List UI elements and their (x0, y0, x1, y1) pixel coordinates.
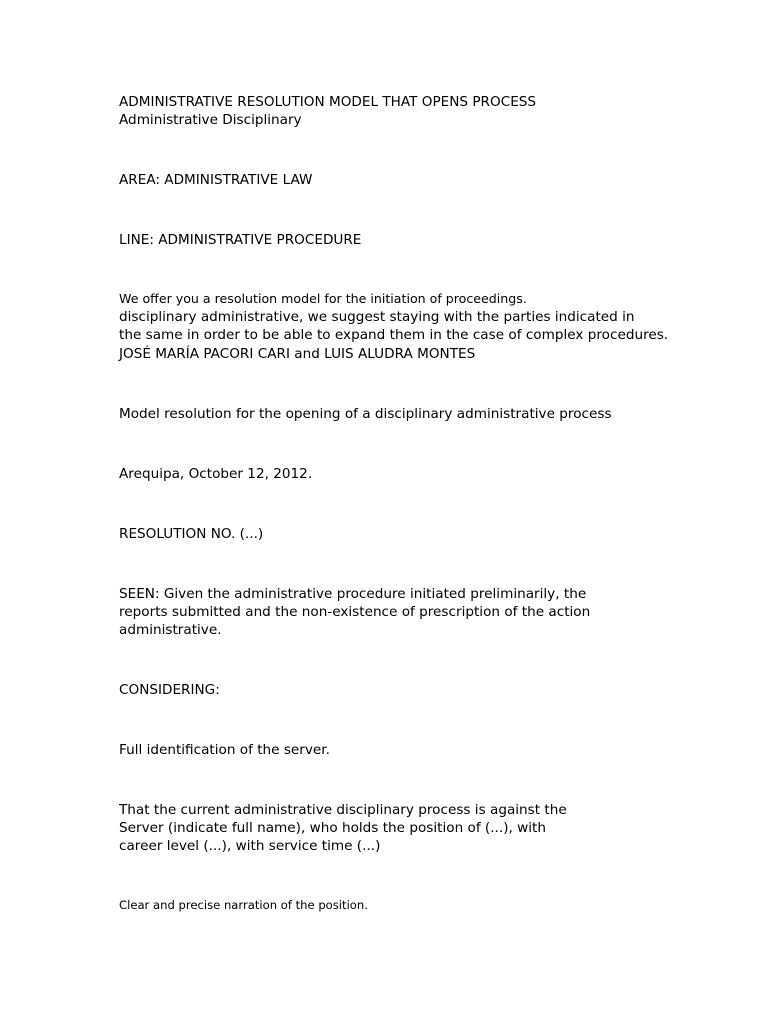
process-line-1: That the current administrative disciplinary process is against the (119, 802, 567, 818)
narration-line: Clear and precise narration of the position. (119, 898, 368, 912)
seen-line-3: administrative. (119, 622, 222, 638)
intro-line-1: We offer you a resolution model for the initiation of proceedings. (119, 291, 527, 306)
resolution-number: RESOLUTION NO. (...) (119, 526, 264, 542)
area-line: AREA: ADMINISTRATIVE LAW (119, 172, 313, 188)
process-line-3: career level (...), with service time (...) (119, 838, 381, 854)
seen-line-2: reports submitted and the non-existence of prescription of the action (119, 604, 591, 620)
model-heading: Model resolution for the opening of a disciplinary administrative process (119, 406, 612, 422)
seen-line-1: SEEN: Given the administrative procedure initiated preliminarily, the (119, 586, 587, 602)
title-line-1: ADMINISTRATIVE RESOLUTION MODEL THAT OPENS PROCESS (119, 94, 537, 110)
intro-line-3: the same in order to be able to expand them in the case of complex procedures. (119, 327, 669, 343)
intro-line-2: disciplinary administrative, we suggest staying with the parties indicated in (119, 309, 635, 325)
title-line-2: Administrative Disciplinary (119, 112, 302, 128)
date-line: Arequipa, October 12, 2012. (119, 466, 313, 482)
server-identification: Full identification of the server. (119, 742, 330, 758)
considering-heading: CONSIDERING: (119, 682, 220, 698)
line-line: LINE: ADMINISTRATIVE PROCEDURE (119, 232, 362, 248)
process-line-2: Server (indicate full name), who holds the position of (...), with (119, 820, 546, 836)
authors-line: JOSÉ MARÍA PACORI CARI and LUIS ALUDRA MONTES (119, 346, 476, 362)
